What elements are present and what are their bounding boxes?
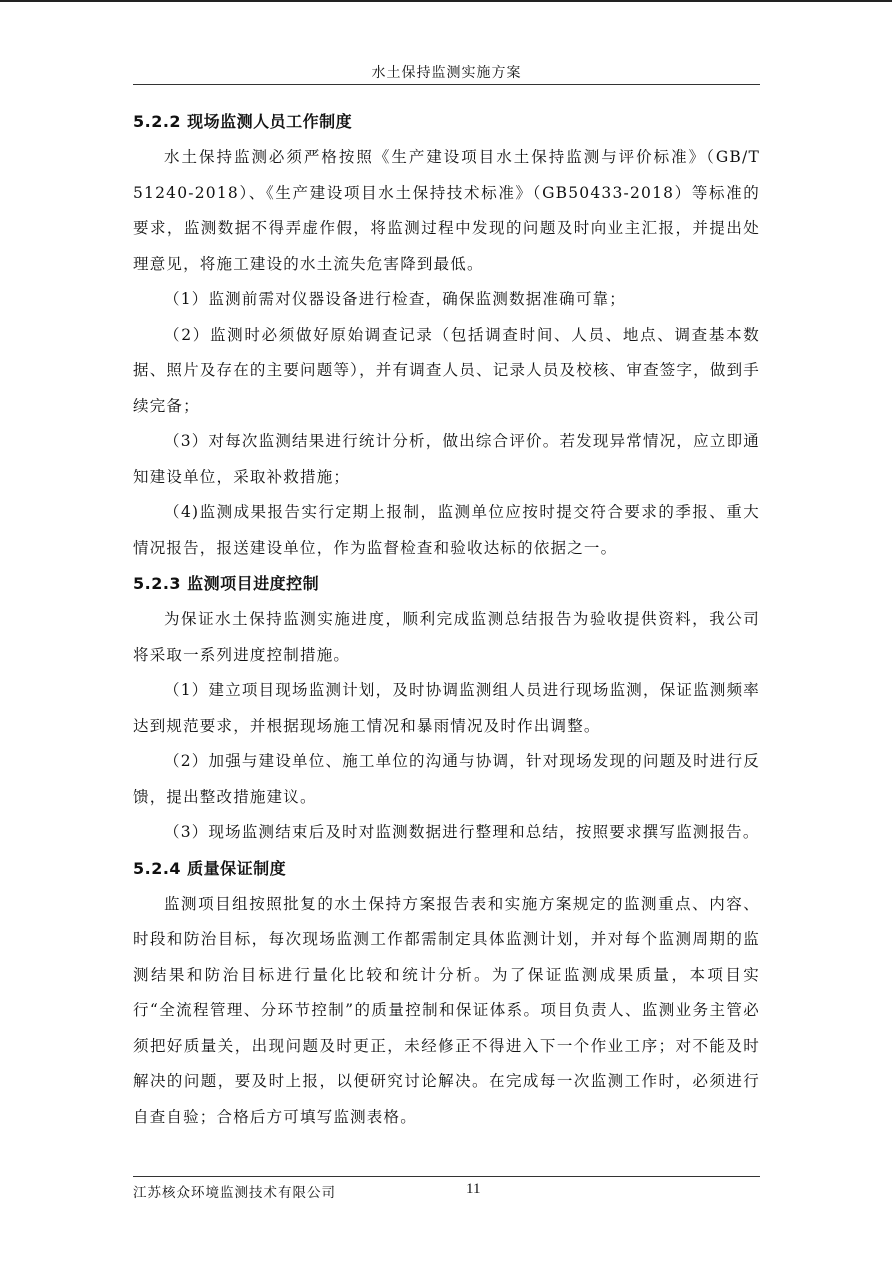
- page-top-edge: [0, 0, 892, 2]
- document-body: [133, 104, 760, 1135]
- paragraph: 水土保持监测必须严格按照《生产建设项目水土保持监测与评价标准》（GB/T 51240-2018）、《生产建设项目水土保持技术标准》（GB50433-2018）等标准的要求，监测数据不得弄虚作假，将监测过程中发现的问题及时向业主汇报，并提出处理意见，将施工建设的水土流失危害降到最低。: [133, 148, 760, 273]
- list-item: （1）建立项目现场监测计划，及时协调监测组人员进行现场监测，保证监测频率达到规范要求，并根据现场施工情况和暴雨情况及时作出调整。: [133, 681, 760, 735]
- page-header-title: 水土保持监测实施方案: [371, 65, 522, 81]
- paragraph: 为保证水土保持监测实施进度，顺利完成监测总结报告为验收提供资料，我公司将采取一系列进度控制措施。: [133, 610, 760, 664]
- section-heading-5-2-2: 5.2.2 现场监测人员工作制度: [133, 112, 353, 131]
- list-item: （1）监测前需对仪器设备进行检查，确保监测数据准确可靠；: [164, 290, 626, 308]
- list-item: （4)监测成果报告实行定期上报制，监测单位应按时提交符合要求的季报、重大情况报告，报送建设单位，作为监督检查和验收达标的依据之一。: [133, 503, 760, 557]
- section-heading-5-2-4: 5.2.4 质量保证制度: [133, 858, 287, 878]
- header-divider: [133, 84, 760, 85]
- list-item: （3）现场监测结束后及时对监测数据进行整理和总结，按照要求撰写监测报告。: [164, 823, 760, 841]
- list-item: （2）加强与建设单位、施工单位的沟通与协调，针对现场发现的问题及时进行反馈，提出整改措施建议。: [133, 752, 760, 806]
- section-heading-5-2-3: 5.2.3 监测项目进度控制: [133, 574, 320, 593]
- footer-divider: [133, 1176, 760, 1177]
- paragraph: 监测项目组按照批复的水土保持方案报告表和实施方案规定的监测重点、内容、时段和防治目标，每次现场监测工作都需制定具体监测计划，并对每个监测周期的监测结果和防治目标进行量化比较和统计分析。为了保证监测成果质量，本项目实行“全流程管理、分环节控制”的质量控制和保证体系。项目负责人、监测业务主管必须把好质量关，出现问题及时更正，未经修正不得进入下一个作业工序；对不能及时解决的问题，要及时上报，以便研究讨论解决。在完成每一次监测工作时，必须进行自查自验；合格后方可填写监测表格。: [133, 894, 760, 1126]
- footer-company-name: 江苏核众环境监测技术有限公司: [133, 1185, 336, 1201]
- list-item: （2）监测时必须做好原始调查记录（包括调查时间、人员、地点、调查基本数据、照片及存在的主要问题等），并有调查人员、记录人员及校核、审查签字，做到手续完备；: [133, 325, 760, 415]
- list-item: （3）对每次监测结果进行统计分析，做出综合评价。若发现异常情况，应立即通知建设单位，采取补救措施；: [133, 432, 760, 486]
- page-number: 11: [466, 1181, 481, 1197]
